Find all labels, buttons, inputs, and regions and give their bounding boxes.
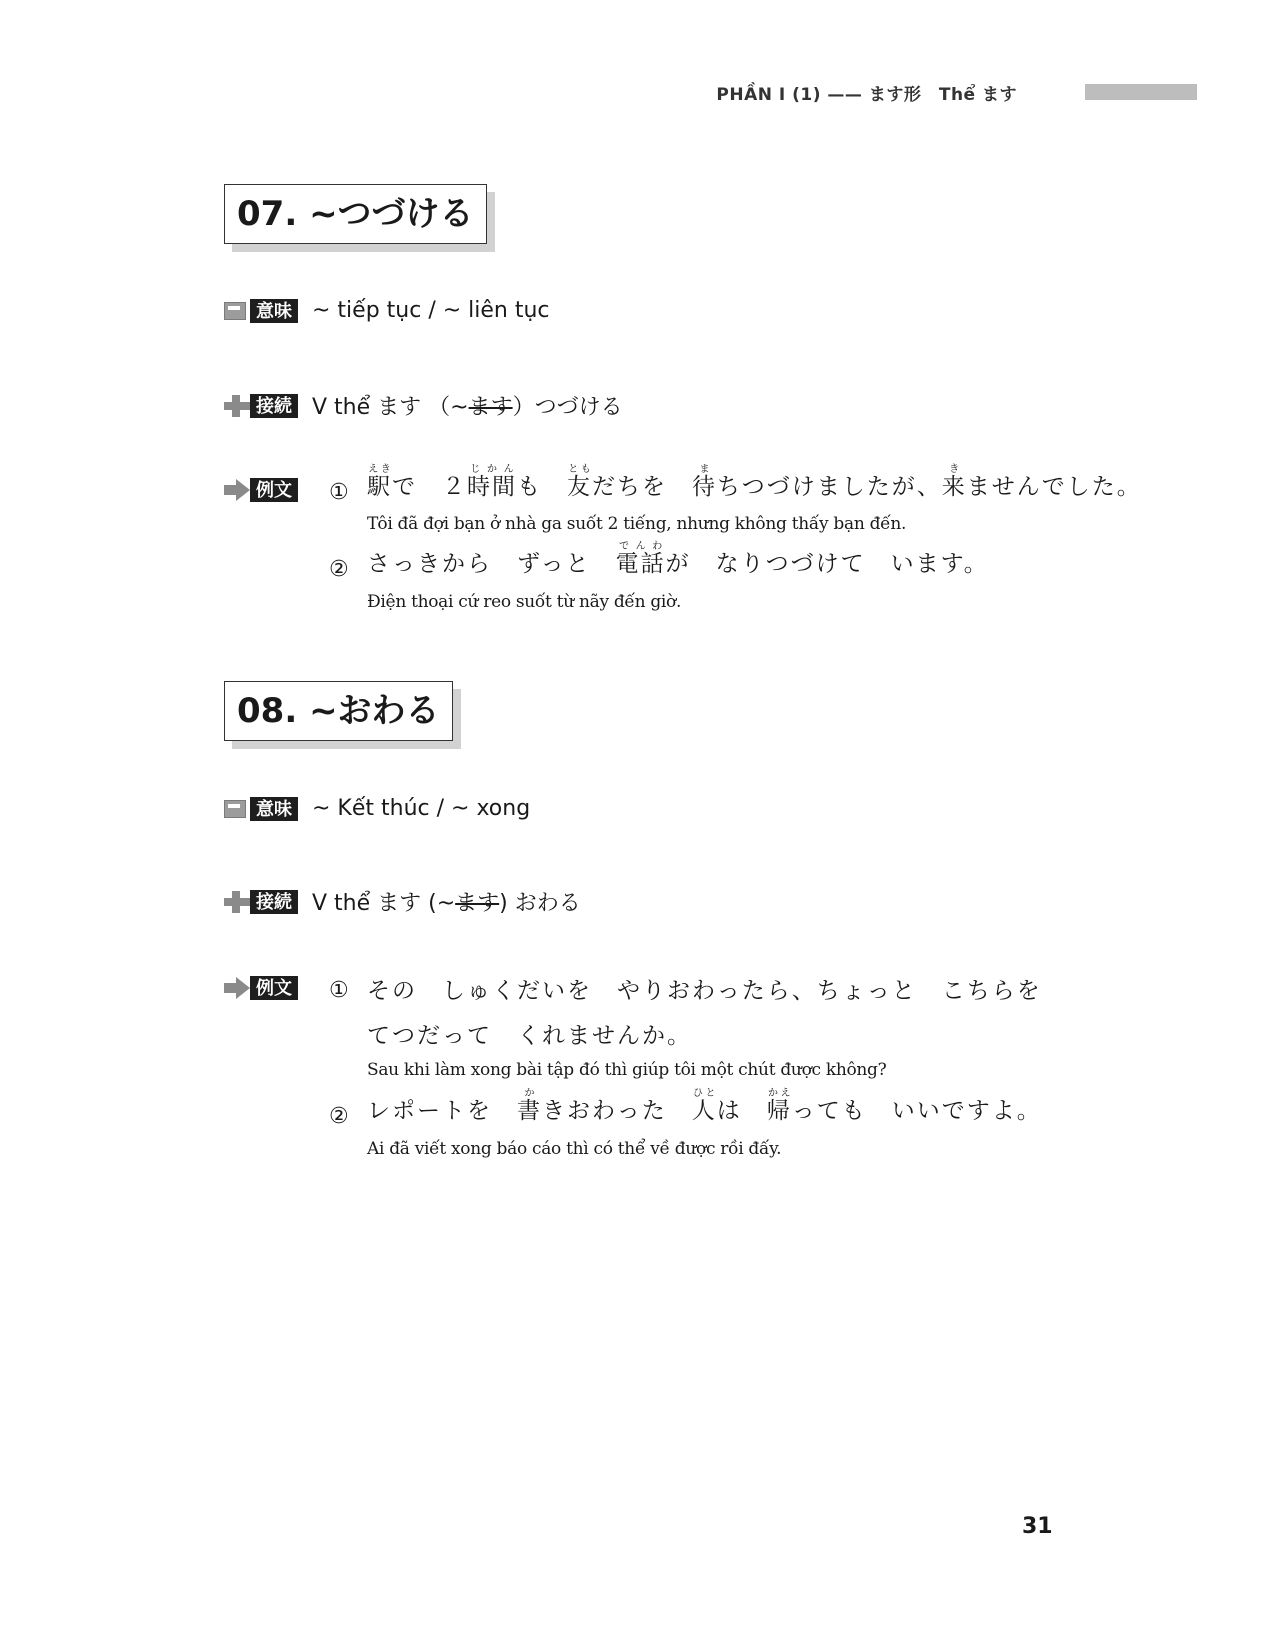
connection-text: V thể ます (~ます) おわる: [312, 891, 581, 916]
book-icon: [224, 300, 250, 322]
example-translation: Ai đã viết xong báo cáo thì có thể về được rồi đấy.: [367, 1139, 782, 1159]
book-icon: [224, 798, 250, 820]
header-bar: [1085, 84, 1197, 100]
example-tag: 例文: [224, 976, 298, 1000]
section-title: 07. ~つづける: [224, 184, 487, 244]
example-number: ②: [329, 557, 349, 582]
running-header: PHẦN Ⅰ (1) —— ます形 Thể ます: [716, 85, 1017, 105]
meaning-tag: 意味: [224, 797, 298, 821]
example-sentence-cont: てつだって くれませんか。: [367, 1023, 692, 1049]
example-sentence: レポートを 書かきおわった 人ひとは 帰かえっても いいですよ。: [367, 1088, 1042, 1124]
section-title: 08. ~おわる: [224, 681, 453, 741]
meaning-text: ~ Kết thúc / ~ xong: [312, 796, 531, 821]
plus-icon: [224, 395, 250, 417]
page-number: 31: [1022, 1514, 1053, 1539]
example-translation: Sau khi làm xong bài tập đó thì giúp tôi một chút được không?: [367, 1060, 887, 1080]
example-sentence: さっきから ずっと 電話でんわが なりつづけて います。: [367, 541, 989, 577]
meaning-text: ~ tiếp tục / ~ liên tục: [312, 298, 550, 323]
example-sentence: その しゅくだいを やりおわったら、ちょっと こちらを: [367, 978, 1042, 1004]
example-row: [224, 976, 312, 1000]
meaning-tag: 意味: [224, 299, 298, 323]
example-translation: Tôi đã đợi bạn ở nhà ga suốt 2 tiếng, nhưng không thấy bạn đến.: [367, 514, 907, 534]
example-number: ①: [329, 978, 349, 1003]
connection-tag: 接続: [224, 394, 298, 418]
connection-row: [224, 390, 623, 421]
plus-icon: [224, 891, 250, 913]
connection-row: [224, 886, 581, 917]
example-row: [224, 478, 312, 502]
connection-tag: 接続: [224, 890, 298, 914]
connection-text: V thể ます （~ます）つづける: [312, 395, 623, 420]
arrow-icon: [224, 479, 250, 501]
meaning-row: [224, 796, 530, 821]
meaning-row: [224, 298, 550, 323]
example-number: ②: [329, 1104, 349, 1129]
example-tag: 例文: [224, 478, 298, 502]
example-number: ①: [329, 480, 349, 505]
example-translation: Điện thoại cứ reo suốt từ nãy đến giờ.: [367, 592, 682, 612]
example-sentence: 駅えきで ２時間じかんも 友ともだちを 待まちつづけましたが、来きませんでした。: [367, 464, 1142, 500]
arrow-icon: [224, 977, 250, 999]
